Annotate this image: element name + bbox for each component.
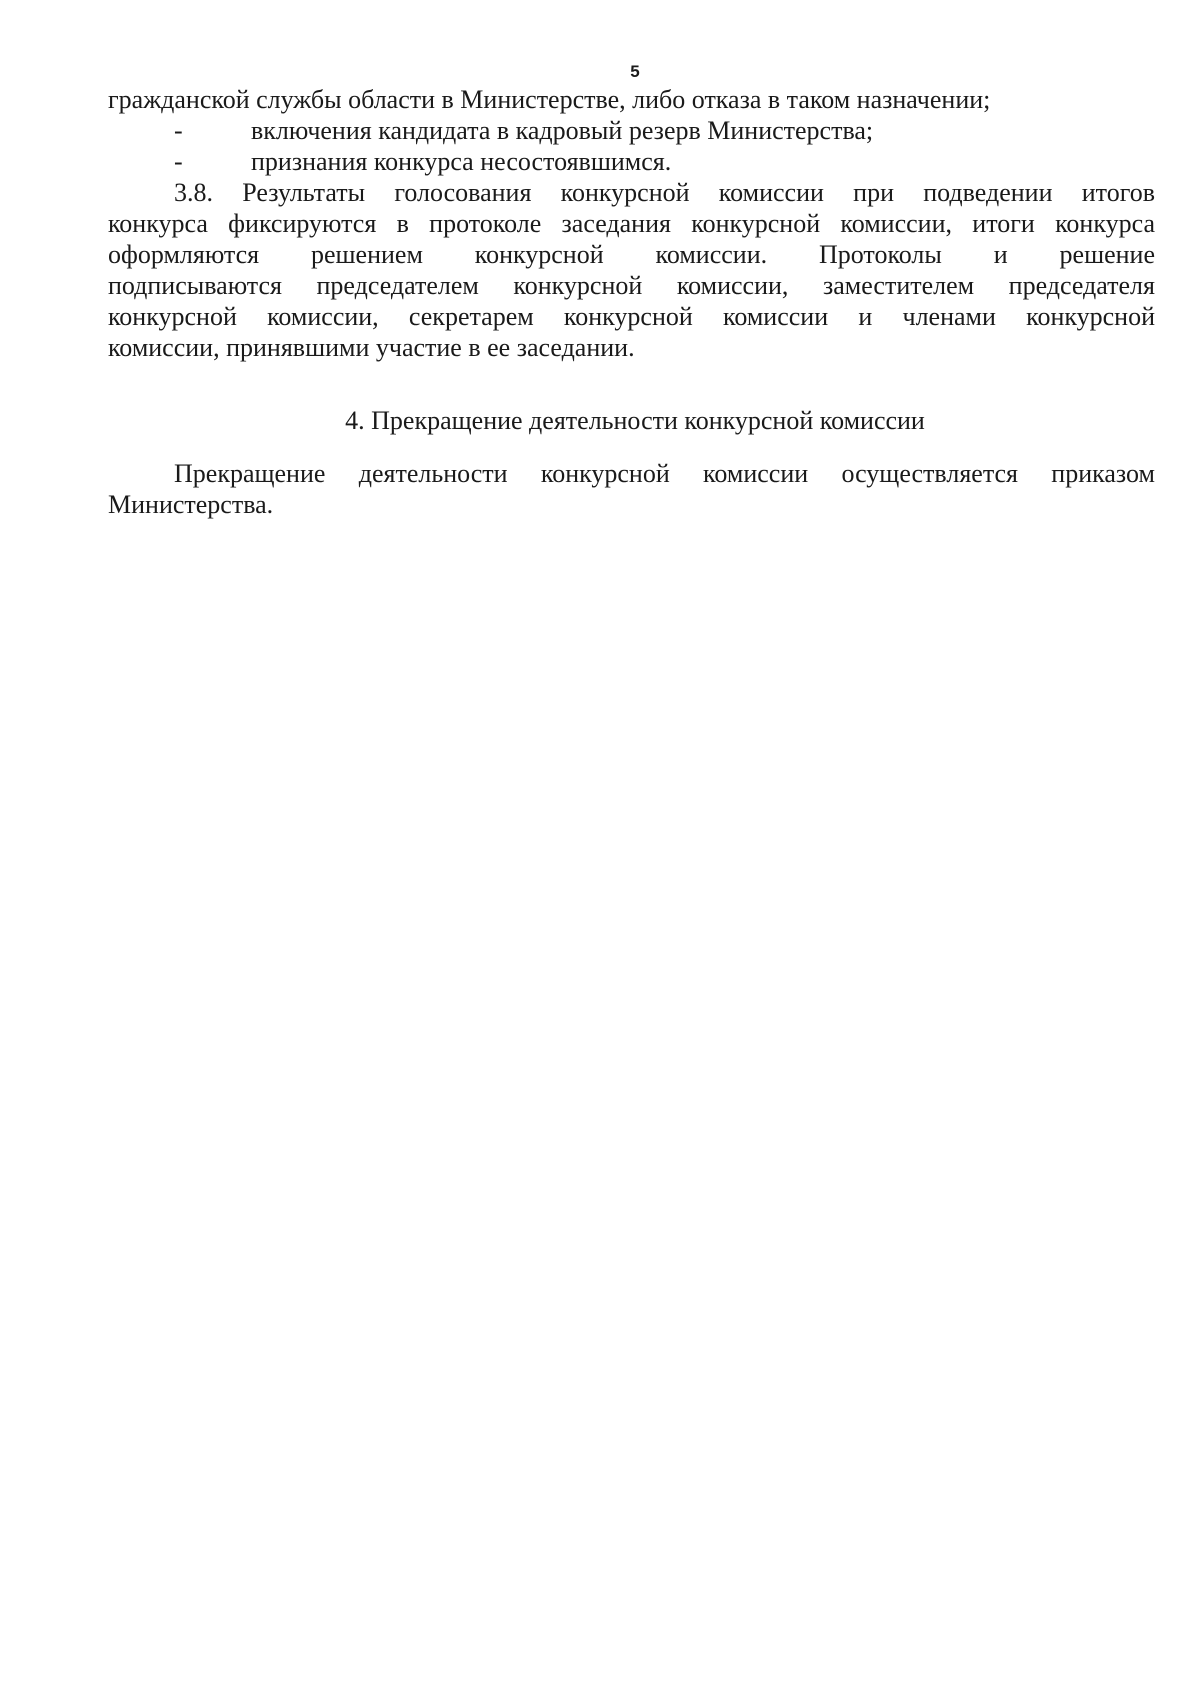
- clause-3-8-line: конкурсной комиссии, секретарем конкурсной комиссии и членами конкурсной: [108, 302, 1155, 331]
- section-4-last-line: Министерства.: [108, 490, 274, 519]
- list-item: [108, 146, 1155, 177]
- section-4-paragraph: [108, 458, 1155, 520]
- clause-3-8-line: оформляются решением конкурсной комиссии. Протоколы и решение: [108, 240, 1155, 269]
- bullet-dash: -: [174, 147, 183, 176]
- clause-3-8-line: 3.8. Результаты голосования конкурсной комиссии при подведении итогов: [174, 178, 1155, 207]
- continuation-line: гражданской службы области в Министерстве, либо отказа в таком назначении;: [108, 85, 991, 114]
- list-item-text: включения кандидата в кадровый резерв Министерства;: [251, 116, 874, 145]
- list-item-text: признания конкурса несостоявшимся.: [251, 147, 672, 176]
- page-number: 5: [630, 62, 640, 81]
- clause-3-8-line: конкурса фиксируются в протоколе заседания конкурсной комиссии, итоги конкурса: [108, 209, 1155, 238]
- section-3-text: [108, 84, 1155, 363]
- clause-3-8-line: подписываются председателем конкурсной комиссии, заместителем председателя: [108, 271, 1155, 300]
- section-4-line: Прекращение деятельности конкурсной комиссии осуществляется приказом: [174, 459, 1155, 488]
- bullet-dash: -: [174, 116, 183, 145]
- clause-3-8-last-line: комиссии, принявшими участие в ее заседании.: [108, 333, 635, 362]
- list-item: [108, 115, 1155, 146]
- section-4-heading: 4. Прекращение деятельности конкурсной комиссии: [345, 406, 925, 435]
